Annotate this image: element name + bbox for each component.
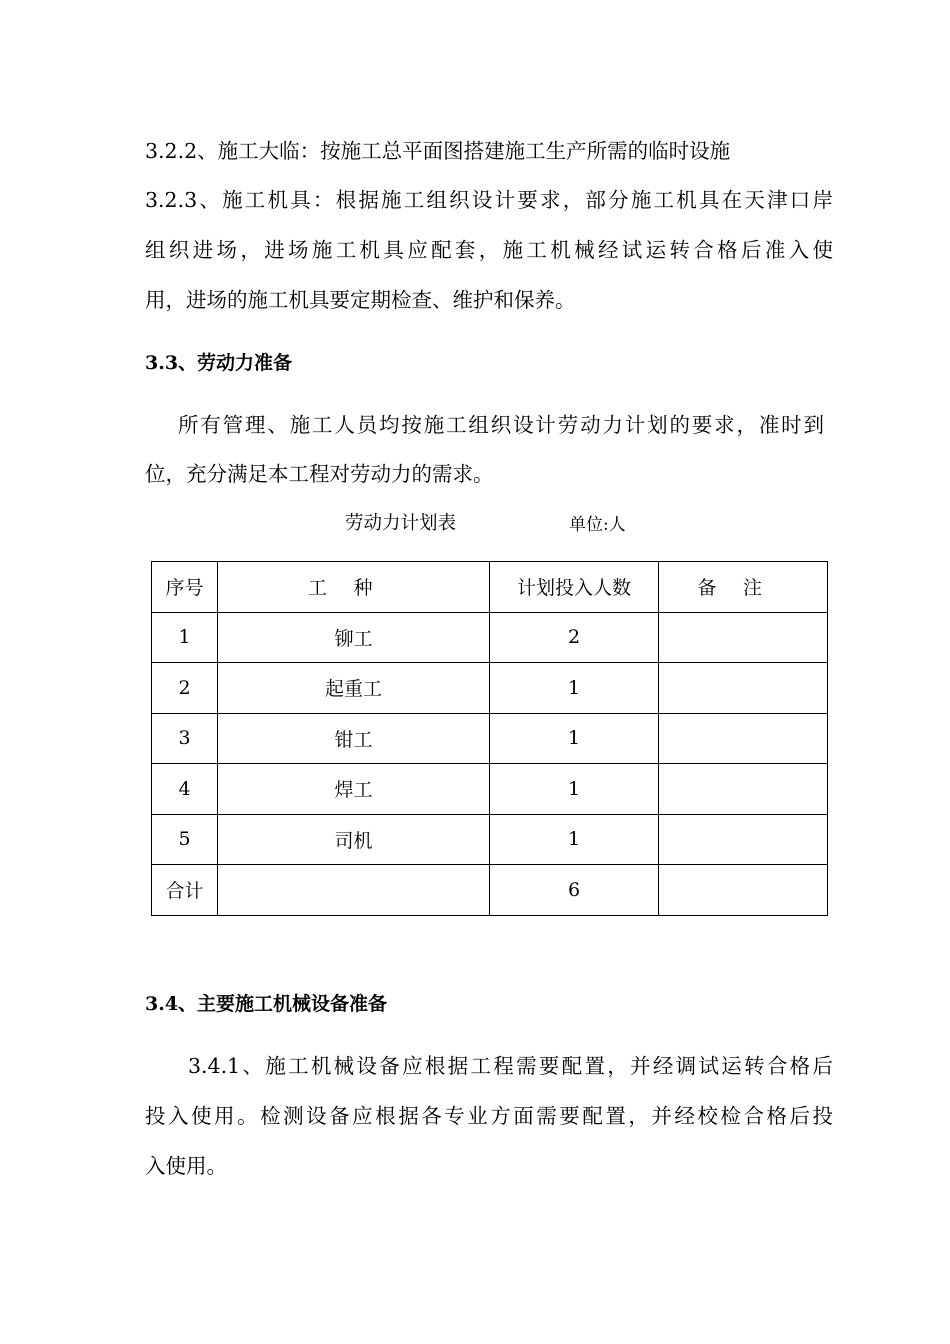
paragraph-3-4-1-line-3: 入使用。 [145,1154,227,1178]
table-unit: 单位:人 [569,515,626,535]
table-row [152,713,828,764]
cell-remarks [659,612,828,663]
section-heading-3-3: 3.3、劳动力准备 [145,352,293,374]
cell-trade [218,865,490,916]
cell-trade: 钳工 [218,713,490,764]
paragraph-3-4-1-line-1: 3.4.1、施工机械设备应根据工程需要配置，并经调试运转合格后 [188,1054,833,1078]
cell-trade: 铆工 [218,612,490,663]
section-heading-3-4: 3.4、主要施工机械设备准备 [145,993,388,1015]
header-remarks: 备注 [659,562,828,613]
header-index: 序号 [152,562,218,613]
paragraph-3-2-2: 3.2.2、施工大临：按施工总平面图搭建施工生产所需的临时设施 [145,139,731,163]
cell-remarks [659,764,828,815]
cell-count: 2 [490,612,659,663]
header-trade: 工种 [218,562,490,613]
cell-index: 5 [152,814,218,865]
paragraph-3-4-1-line-2: 投入使用。检测设备应根据各专业方面需要配置，并经校检合格后投 [145,1104,833,1128]
table-row [152,663,828,714]
cell-index: 2 [152,663,218,714]
labor-plan-table [151,561,828,916]
table-row [152,764,828,815]
cell-remarks [659,814,828,865]
cell-count: 6 [490,865,659,916]
paragraph-3-3-line-1: 所有管理、施工人员均按施工组织设计劳动力计划的要求，准时到 [178,413,824,437]
cell-trade: 焊工 [218,764,490,815]
table-row [152,612,828,663]
table-header-row [152,562,828,613]
paragraph-3-2-3-line-1: 3.2.3、施工机具：根据施工组织设计要求，部分施工机具在天津口岸 [145,188,833,212]
cell-index: 1 [152,612,218,663]
cell-remarks [659,663,828,714]
table-caption: 劳动力计划表 [345,513,457,534]
paragraph-3-2-3-line-2: 组织进场，进场施工机具应配套，施工机械经试运转合格后准入使 [145,238,833,262]
cell-trade: 起重工 [218,663,490,714]
cell-count: 1 [490,814,659,865]
cell-trade: 司机 [218,814,490,865]
cell-count: 1 [490,663,659,714]
table-row [152,814,828,865]
cell-count: 1 [490,764,659,815]
cell-remarks [659,865,828,916]
cell-count: 1 [490,713,659,764]
cell-index: 合计 [152,865,218,916]
cell-index: 4 [152,764,218,815]
paragraph-3-3-line-2: 位，充分满足本工程对劳动力的需求。 [145,462,494,486]
cell-remarks [659,713,828,764]
cell-index: 3 [152,713,218,764]
header-planned-count: 计划投入人数 [490,562,659,613]
table-total-row [152,865,828,916]
paragraph-3-2-3-line-3: 用，进场的施工机具要定期检查、维护和保养。 [145,288,576,312]
